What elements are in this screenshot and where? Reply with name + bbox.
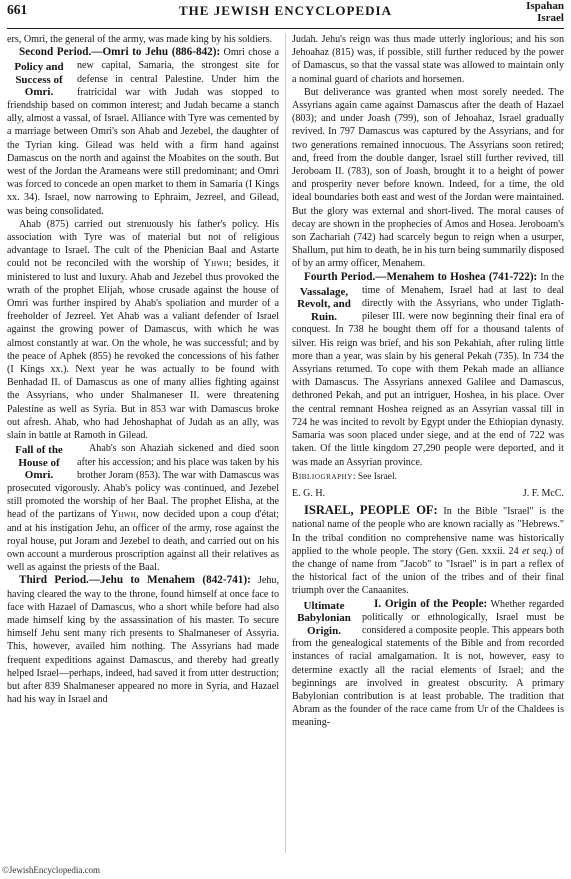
paragraph-text: Ahab's son Ahaziah sickened and died soon after his accession; and his place was taken by his brother Joram (853). The war with Damascus was prosecuted vigorously. Ahab's policy was continued, and Jezebel still promoted the worship of her Baal. The prophet Elisha, at the head of the partizans of (7, 443, 279, 521)
keyword-first: Ispahan (526, 0, 564, 12)
text-columns (7, 33, 564, 853)
side-heading: Ultimate Babylonian Origin. (297, 599, 351, 637)
keyword-last: Israel (537, 12, 564, 24)
section-heading: Fourth Period.—Menahem to Hoshea (741-722): (304, 270, 538, 283)
paragraph: But deliverance was granted when most sorely needed. The Assyrians again came against Damascus after the death of Hazael (803); and under Joash (799), son of Jehoahaz, Israel gradually revived. In 797 Damascus was captured by the Assyrians, and for two generations remained innocuous. The Assyrians soon retired; and, freed from the double danger, Israel still further revived, till Jeroboam II. (783), son of Joash, brought it to a height of power and prosperity never before known. Indeed, for a time, the old ideal boundaries both east and west of the Jordan were maintained. But the glory was external and short-lived. The moral causes of decay are shown in the prophecies of Amos and Hosea. Jeroboam's son Zachariah (742) had scarcely begun to reign when a usurper, Shallum, put him to death, he in his turn being summarily disposed of by an army officer, Menahem. (292, 86, 564, 270)
section-heading: Second Period.—Omri to Jehu (886-842): (19, 46, 221, 59)
paragraph-text: Whether regarded politically or ethnologically, Israel must be considered a composite people. This appears both from the genealogical statements of the Bible and from recorded instances of racial amalgamation. It is not, however, easy to determine exactly all the racial elements of Israel; and the beginnings are involved in greatest obscurity. A primary Babylonian contribution is at least probable. The tradition that Abram as the founder of the race came from Ur of the Chaldees is meaning- (292, 598, 564, 729)
header-keywords (526, 0, 564, 24)
bibliography-text: : See Israel. (352, 471, 397, 482)
paragraph-text: ) of the change of name from "Jacob" to "Israel" is in part a reflex of the historical fact of the union of the tribes and of their final triumph over the Canaanites. (292, 545, 564, 597)
italic-term: et seq. (522, 545, 549, 557)
divine-name: Yhwh (110, 509, 137, 521)
copyright-footer: ©JewishEncyclopedia.com (2, 865, 101, 875)
page-number: 661 (7, 2, 28, 17)
paragraph-text: , now decided upon a coup d'état; and at his instigation Jehu, an officer of the army, rose against the royal house, put Joram and Jezebel to death, and carried out on his own account a murderous proscription against all their relatives as well as against the priests of the Baal. (7, 509, 279, 574)
paragraph-ahab (7, 218, 279, 442)
side-heading: Fall of the House of Omri. (15, 444, 63, 482)
paragraph-text: Ahab (875) carried out strenuously his father's policy. His association with Tyre was of material but not of religious advantage to Israel. The cult of the Phenician Baal and Astarte could not be reconciled with the worship of (7, 218, 279, 270)
section-second-period (7, 46, 279, 218)
initials-right: J. F. McC. (522, 487, 564, 499)
page-header (7, 0, 564, 29)
paragraph: ers, Omri, the general of the army, was made king by his soldiers. (7, 34, 273, 45)
section-fourth-period (292, 271, 564, 469)
paragraph-text: Jehu, having cleared the way to the throne, found himself at once face to face with Hazael of Damascus, who a short while before had also made himself king by the assassination of his master. To secure himself Jehu sent many rich presents to Shalmaneser of Assyria. This, however, availed him nothing. The Assyrians had made frequent expeditions against Damascus, and thereby had greatly helped Israel—perhaps, indeed, had saved it from utter destruction; but after 839 Shalmaneser appeared no more in Syria, and Hazael had his way in Israel and (7, 575, 279, 706)
paragraph-text: In the Bible "Israel" is the national name of the people who are known racially as "Hebrews." In the tribal condition no comprehensive name was historically applied to the whole people. The story (Gen. xxxii. 24 (292, 506, 564, 557)
section-heading: Third Period.—Jehu to Menahem (842-741): (19, 574, 251, 587)
side-heading: Policy and Success of Omri. (14, 61, 64, 99)
divine-name: Yhwh (203, 258, 229, 270)
paragraph-text: ; besides, it ministered to lust and luxury. Ahab and Jezebel thus provoked the wrath of the prophet Elijah, whose crusade against the house of Omri was further inspired by Ahab's spoliation and murder of a freeholder of Jezreel. Yet Ahab was a valiant defender of Israel against the growing power of Damascus, with which he was almost constantly at war. On the whole, he was successful; and by the peace of Aphek (855) he revoked the concessions of his father (I Kings xx.). Next year he was actually to be found with Benhadad II. of Damascus as one of many allies fighting against the Assyrians, who under Shalmaneser II. were threatening Palestine as well as Syria. But in 853 war with Damascus broke out afresh. Ahab, who had Jehoshaphat of Judah as an ally, was slain in battle at Ramoth in Gilead. (7, 258, 279, 442)
paragraph: Judah. Jehu's reign was thus made utterly inglorious; and his son Jehoahaz (815) was, if possible, still further reduced by the power of Damascus, so that the vassal state was allowed to maintain only a nominal guard of chariots and horsemen. (292, 34, 564, 85)
running-title: THE JEWISH ENCYCLOPEDIA (179, 3, 392, 18)
signatures (292, 487, 564, 500)
article-israel-people (292, 504, 564, 597)
section-origin (292, 598, 564, 730)
paragraph-text: Omri chose a new capital, Samaria, the strongest site for defense in central Palestine. Under him the fratricidal war with Judah was stopped to friendship based on common interest; and Judah became a stanch ally, almost a vassal, of Israel. Alliance with Tyre was cemented by a marriage between Omri's son Ahab and Jezebel, the daughter of the Tyrian king. Gilead was held with a firm hand against Damascus on the north and against the Moabites on the south. But west of the Jordan the Arameans were still predominant; and Omri was forced to concede an open market to them in Samaria (I Kings xx. 34). Israel, now narrowing to Ephraim, Jezreel, and Gilead, was being consolidated. (7, 47, 279, 217)
column-divider (285, 33, 286, 853)
left-column (7, 33, 279, 853)
right-column (292, 33, 564, 853)
section-third-period (7, 574, 279, 706)
initials-left: E. G. H. (292, 487, 326, 499)
side-heading: Vassalage, Revolt, and Ruin. (297, 285, 351, 323)
article-title: ISRAEL, PEOPLE OF: (304, 503, 438, 518)
paragraph-ahaziah (7, 442, 279, 574)
paragraph-text: In the time of Menahem, Israel had at last to deal directly with the Assyrians, who under Tiglath-pileser III. were now beginning their final era of conquest. In 738 he bought them off for a thousand talents of silver. His reign was brief, and his son Pekahiah, after ruling little more than a year, was slain by his general Pekah (735). In 734 the Assyrians returned. To cope with them Pekah made an alliance with Damascus. The Assyrians annexed Galilee and Damascus, dethroned Pekah, and put an intriguer, Hoshea, in his place. Over the central remnant Hoshea reigned as an Assyrian vassal till in 724 he was incited to revolt by Egypt under the Ethiopian dynasty. Samaria was soon placed under siege, and at the end of 722 was taken. Of the little kingdom 27,290 people were deported, and it was made an Assyrian province. (292, 271, 564, 468)
section-heading: I. Origin of the People: (374, 597, 488, 610)
bibliography (292, 471, 564, 484)
bibliography-label: Bibliography (292, 471, 353, 482)
